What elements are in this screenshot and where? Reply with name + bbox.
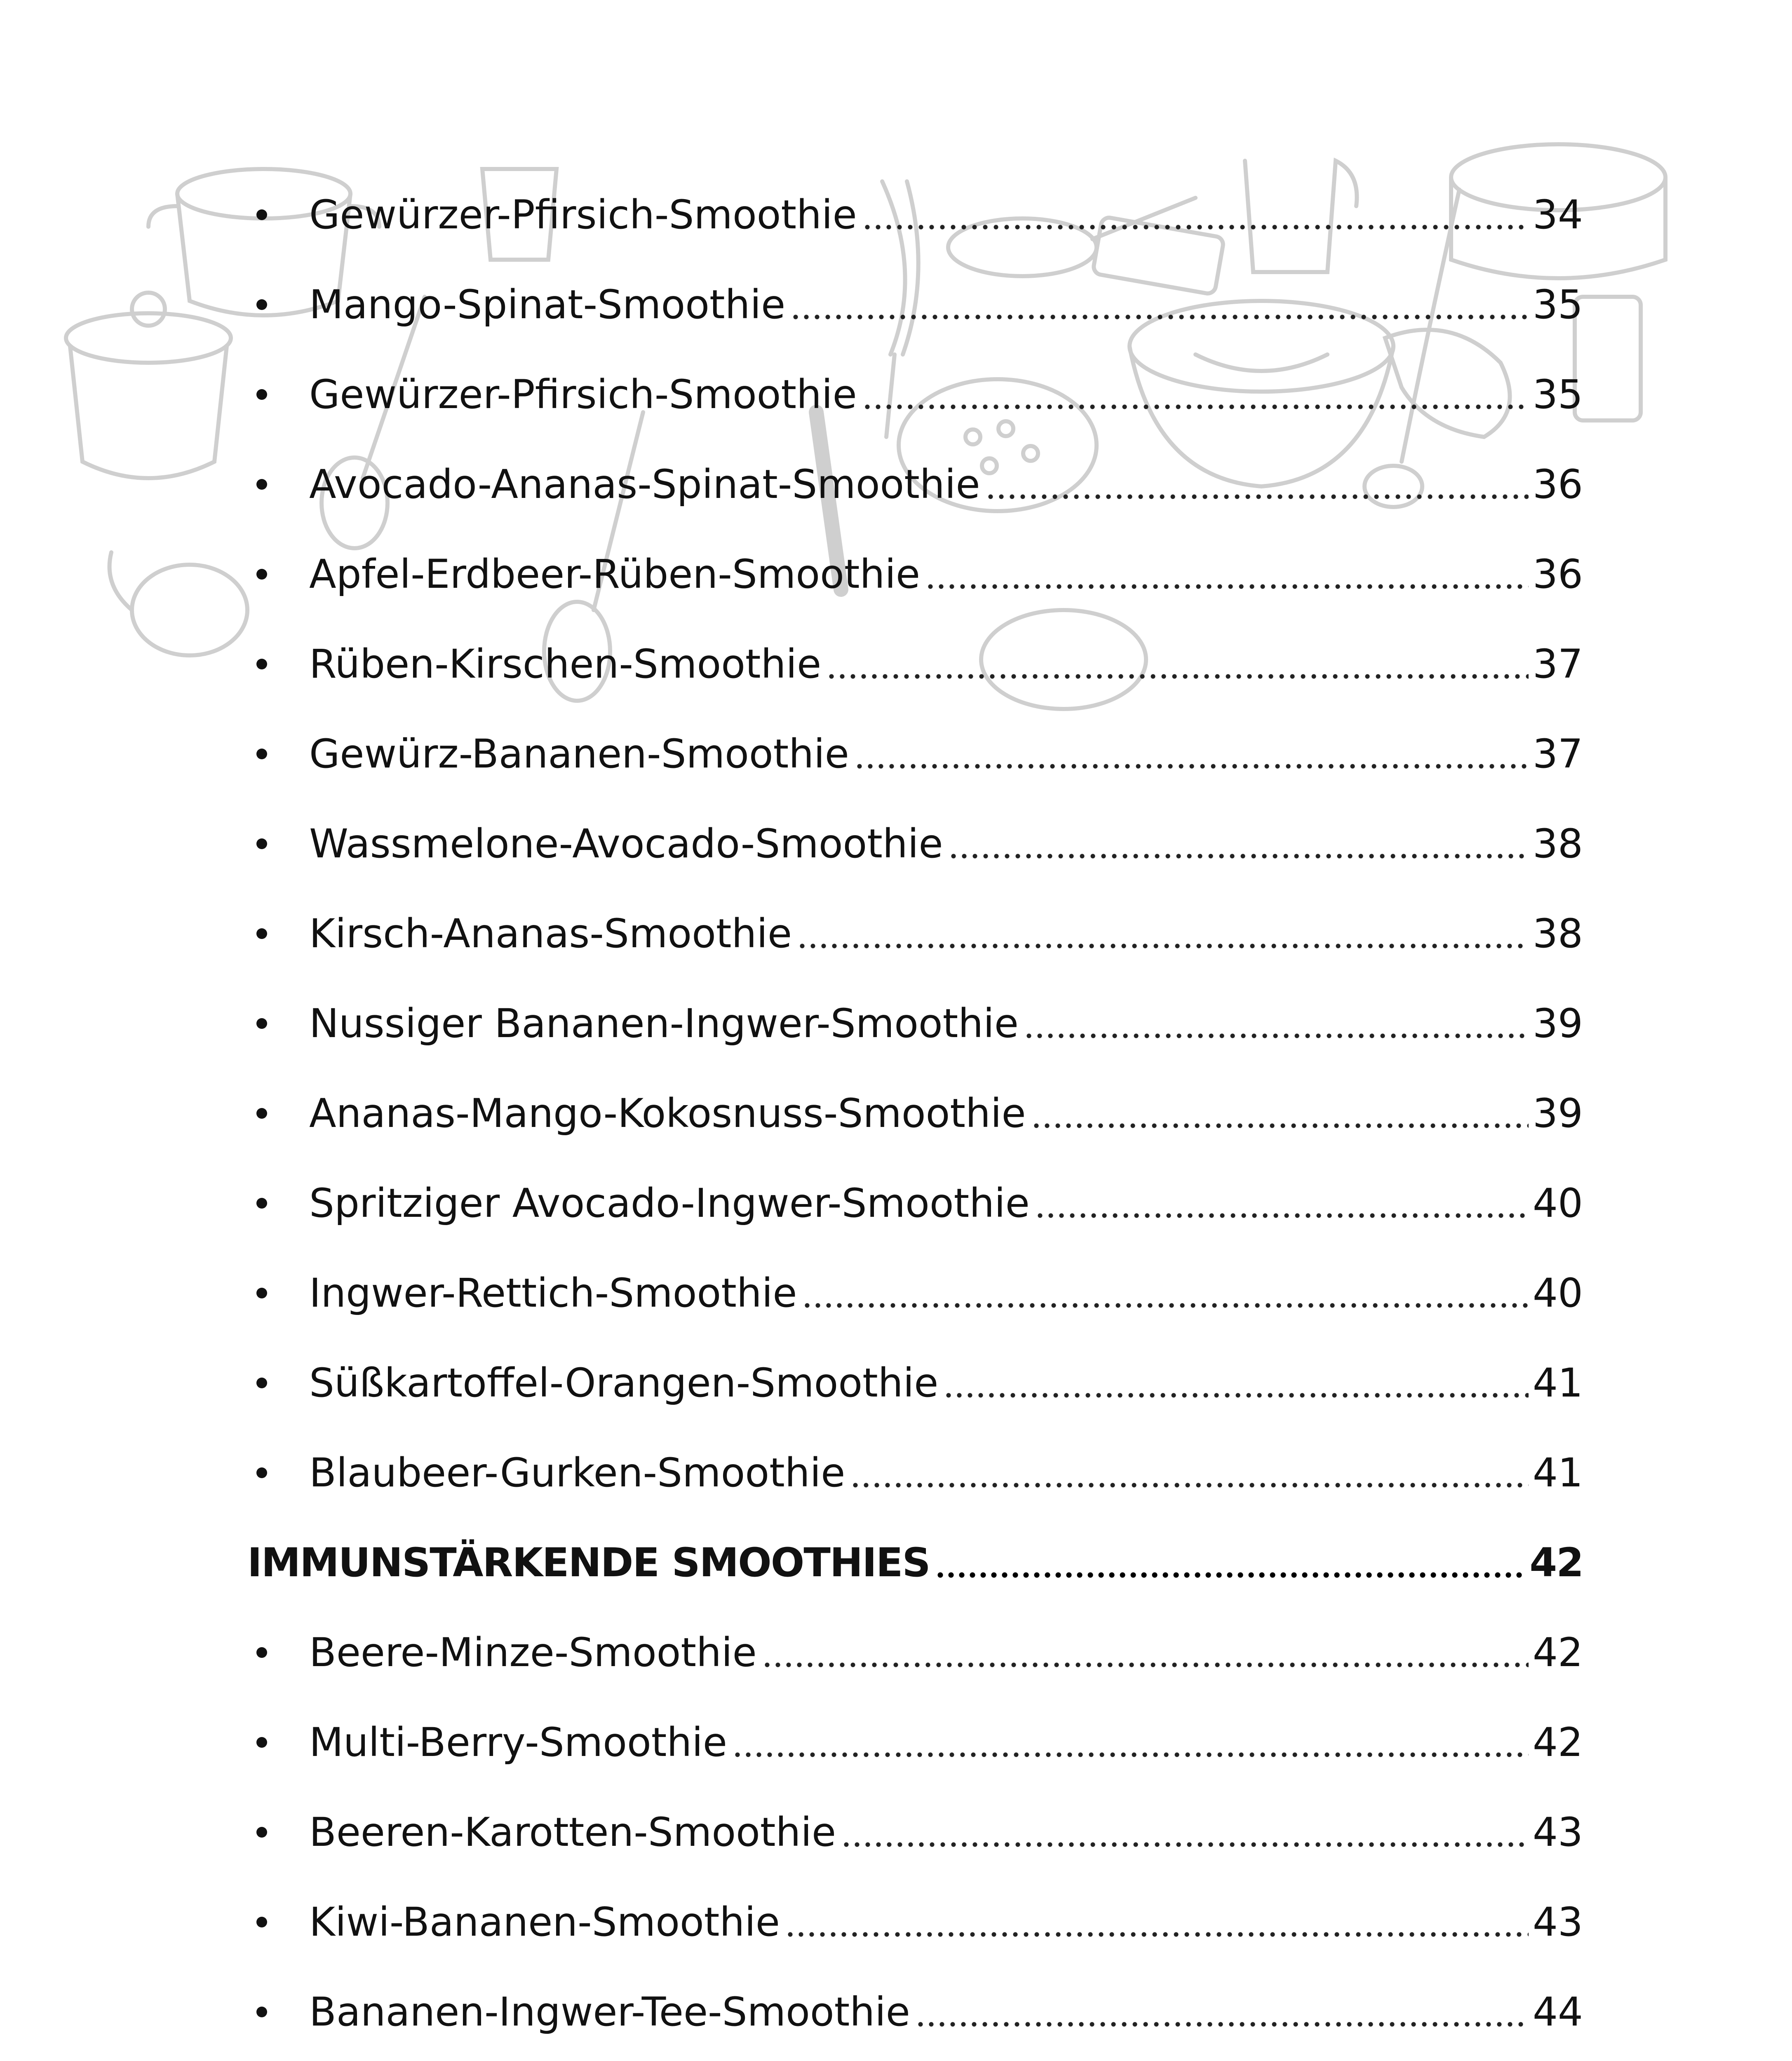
- dot-leader: [732, 1752, 1529, 1758]
- toc-entry-title: Spritziger Avocado-Ingwer-Smoothie: [309, 1180, 1030, 1226]
- toc-entry[interactable]: [247, 170, 1583, 260]
- toc-entry-page: 39: [1532, 1000, 1583, 1047]
- toc-entry[interactable]: [247, 979, 1583, 1068]
- dot-leader: [1031, 1123, 1529, 1129]
- toc-entry-title: Ingwer-Rettich-Smoothie: [309, 1270, 797, 1316]
- toc-entry-title: Beere-Minze-Smoothie: [309, 1629, 757, 1676]
- toc-entry-page: 43: [1532, 1899, 1583, 1945]
- lidded-pot-icon: [66, 293, 231, 478]
- toc-entry-title: Beeren-Karotten-Smoothie: [309, 1809, 836, 1855]
- toc-entry-page: 41: [1532, 1450, 1583, 1496]
- bullet-icon: [256, 209, 267, 220]
- toc-entry-page: 42: [1532, 1719, 1583, 1765]
- toc-entry-title: Kiwi-Bananen-Smoothie: [309, 1899, 780, 1945]
- toc-entry[interactable]: [247, 1158, 1583, 1248]
- toc-entry-page: 37: [1532, 641, 1583, 687]
- toc-entry[interactable]: [247, 1608, 1583, 1697]
- toc-entry-title: Gewürzer-Pfirsich-Smoothie: [309, 192, 857, 238]
- toc-entry-page: 38: [1532, 821, 1583, 867]
- toc-entry[interactable]: [247, 350, 1583, 439]
- toc-entry-page: 41: [1532, 1360, 1583, 1406]
- bullet-icon: [256, 1467, 267, 1478]
- toc-entry-title: Süßkartoffel-Orangen-Smoothie: [309, 1360, 939, 1406]
- toc-entry-page: 43: [1532, 1809, 1583, 1855]
- toc-entry-page: 36: [1532, 461, 1583, 507]
- bullet-icon: [256, 749, 267, 759]
- toc-entry-page: 38: [1532, 911, 1583, 957]
- grater-icon: [1575, 297, 1641, 420]
- toc-entry-page: 40: [1532, 1180, 1583, 1226]
- bullet-icon: [256, 1917, 267, 1927]
- toc-entry[interactable]: [247, 1967, 1583, 2057]
- bullet-icon: [256, 659, 267, 669]
- toc-entry[interactable]: [247, 889, 1583, 979]
- toc-section-heading[interactable]: [247, 1518, 1583, 1608]
- toc-entry[interactable]: [247, 1338, 1583, 1428]
- toc-entry-page: 35: [1532, 282, 1583, 328]
- toc-entry-title: Rüben-Kirschen-Smoothie: [309, 641, 822, 687]
- bullet-icon: [256, 1378, 267, 1388]
- dot-leader: [862, 404, 1529, 410]
- bullet-icon: [256, 569, 267, 580]
- toc-entry[interactable]: [247, 1787, 1583, 1877]
- toc-entry-page: 39: [1532, 1090, 1583, 1136]
- bullet-icon: [256, 928, 267, 939]
- toc-entry-page: 37: [1532, 731, 1583, 777]
- toc-entry[interactable]: [247, 529, 1583, 619]
- bullet-icon: [256, 1737, 267, 1748]
- dot-leader: [943, 1392, 1529, 1398]
- dot-leader: [1035, 1213, 1529, 1218]
- bullet-icon: [256, 479, 267, 490]
- bullet-icon: [256, 1198, 267, 1209]
- toc-entry-title: Avocado-Ananas-Spinat-Smoothie: [309, 461, 980, 507]
- dot-leader: [785, 1932, 1529, 1937]
- toc-entry-title: Blaubeer-Gurken-Smoothie: [309, 1450, 846, 1496]
- toc-entry[interactable]: [247, 1428, 1583, 1518]
- dot-leader: [915, 2021, 1529, 2027]
- toc-entry[interactable]: [247, 1068, 1583, 1158]
- toc-entry[interactable]: [247, 1877, 1583, 1967]
- toc-entry[interactable]: [247, 2057, 1583, 2061]
- toc-entry[interactable]: [247, 260, 1583, 350]
- dot-leader: [948, 853, 1529, 859]
- toc-entry-title: Wassmelone-Avocado-Smoothie: [309, 821, 943, 867]
- dot-leader: [985, 494, 1529, 500]
- toc-entry[interactable]: [247, 619, 1583, 709]
- toc-entry-page: 36: [1532, 551, 1583, 597]
- bullet-icon: [256, 1108, 267, 1119]
- dot-leader: [935, 1572, 1526, 1578]
- toc-entry-page: 42: [1532, 1629, 1583, 1676]
- toc-entry-page: 40: [1532, 1270, 1583, 1316]
- dot-leader: [790, 314, 1529, 320]
- toc-entry-title: Nussiger Bananen-Ingwer-Smoothie: [309, 1000, 1019, 1047]
- toc-entry-title: Gewürz-Bananen-Smoothie: [309, 731, 849, 777]
- toc-entry[interactable]: [247, 709, 1583, 799]
- toc-entry[interactable]: [247, 1248, 1583, 1338]
- toc-entry-page: 34: [1532, 192, 1583, 238]
- toc-entry-title: Bananen-Ingwer-Tee-Smoothie: [309, 1989, 910, 2035]
- dot-leader: [762, 1662, 1529, 1668]
- dot-leader: [826, 674, 1529, 679]
- toc-entry-title: Apfel-Erdbeer-Rüben-Smoothie: [309, 551, 921, 597]
- bullet-icon: [256, 389, 267, 400]
- toc-entry-page: 35: [1532, 371, 1583, 418]
- bullet-icon: [256, 299, 267, 310]
- toc-entry-title: Multi-Berry-Smoothie: [309, 1719, 727, 1765]
- teapot-icon: [110, 552, 247, 655]
- toc-entry-title: Gewürzer-Pfirsich-Smoothie: [309, 371, 857, 418]
- dot-leader: [854, 763, 1529, 769]
- dot-leader: [797, 943, 1529, 949]
- dot-leader: [925, 584, 1529, 589]
- toc-entry[interactable]: [247, 799, 1583, 889]
- toc-entry-title: Ananas-Mango-Kokosnuss-Smoothie: [309, 1090, 1026, 1136]
- toc-entry[interactable]: [247, 1697, 1583, 1787]
- toc-section-title: IMMUNSTÄRKENDE SMOOTHIES: [247, 1540, 930, 1586]
- table-of-contents: [247, 170, 1583, 2061]
- toc-entry[interactable]: [247, 439, 1583, 529]
- toc-entry-title: Mango-Spinat-Smoothie: [309, 282, 786, 328]
- toc-section-page: 42: [1529, 1540, 1583, 1586]
- toc-entry-title: Kirsch-Ananas-Smoothie: [309, 911, 792, 957]
- bullet-icon: [256, 1018, 267, 1029]
- dot-leader: [802, 1303, 1528, 1308]
- toc-entry-page: 44: [1532, 1989, 1583, 2035]
- bullet-icon: [256, 2007, 267, 2017]
- dot-leader: [841, 1842, 1529, 1847]
- bullet-icon: [256, 838, 267, 849]
- dot-leader: [862, 224, 1529, 230]
- dot-leader: [1024, 1033, 1529, 1039]
- bullet-icon: [256, 1827, 267, 1838]
- dot-leader: [850, 1482, 1529, 1488]
- bullet-icon: [256, 1647, 267, 1658]
- bullet-icon: [256, 1288, 267, 1298]
